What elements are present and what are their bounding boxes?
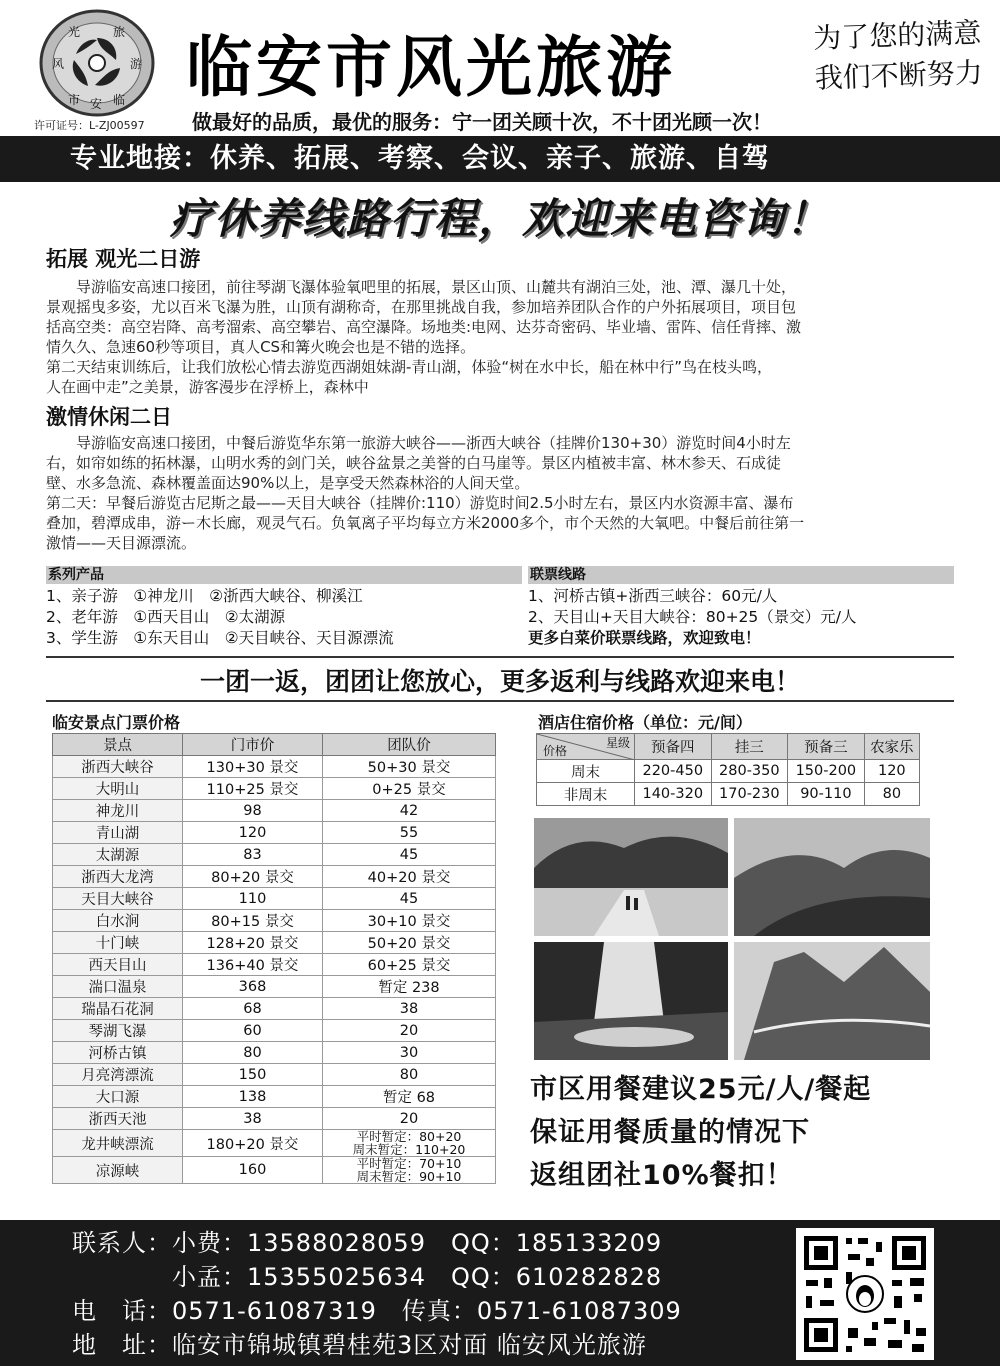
svg-text:光: 光: [68, 25, 81, 39]
column-header: 预备三: [788, 734, 865, 760]
table-cell: 280-350: [711, 760, 788, 783]
attraction-name: 浙西大龙湾: [53, 866, 183, 888]
corner-header: [537, 734, 635, 760]
tour1-description: [46, 277, 954, 397]
ticket-price-table: [52, 733, 496, 1184]
contact-row: 地 址：临安市锦城镇碧桂苑3区对面 临安风光旅游: [72, 1331, 647, 1359]
svg-text:安: 安: [90, 97, 103, 111]
text-line: 人在画中走”之美景，游客漫步在浮桥上，森林中: [46, 378, 369, 396]
retail-price: 128+20 景交: [183, 932, 323, 954]
retail-price: 136+40 景交: [183, 954, 323, 976]
table-cell: 120: [864, 760, 919, 783]
table-cell: 80: [864, 783, 919, 806]
group-price: 38: [323, 998, 496, 1020]
ticket-table-body: [53, 756, 496, 1184]
list-item: 1、河桥古镇+浙西三峡谷：60元/人: [528, 587, 778, 605]
contact-row: 联系人：小费：13588028059 QQ：185133209: [72, 1229, 663, 1257]
series-header: 系列产品: [46, 566, 522, 584]
group-price: 45: [323, 844, 496, 866]
qr-code-icon: [796, 1228, 934, 1360]
retail-price: 60: [183, 1020, 323, 1042]
rebate-slogan: 一团一返，团团让您放心，更多返利与线路欢迎来电！: [199, 667, 800, 696]
brand-title: 临安市风光旅游: [186, 29, 676, 106]
table-row: [53, 1108, 496, 1130]
svg-text:市: 市: [68, 93, 81, 107]
retail-price: 130+30 景交: [183, 756, 323, 778]
group-price: 60+25 景交: [323, 954, 496, 976]
attraction-name: 十门峡: [53, 932, 183, 954]
attraction-name: 龙井峡漂流: [53, 1130, 183, 1157]
table-row: [53, 932, 496, 954]
retail-price: 110+25 景交: [183, 778, 323, 800]
group-price: 20: [323, 1020, 496, 1042]
corner-label-top: 星级: [605, 736, 630, 750]
group-price: 45: [323, 888, 496, 910]
attraction-name: 浙西天池: [53, 1108, 183, 1130]
photo-bridge-lake: [534, 818, 728, 936]
attraction-name: 太湖源: [53, 844, 183, 866]
table-row: [53, 1130, 496, 1157]
table-cell: 非周末: [537, 783, 635, 806]
table-row: [53, 998, 496, 1020]
text-line: 情久久、急速60秒等项目，真人CS和篝火晚会也是不错的选择。: [46, 338, 476, 356]
table-cell: 170-230: [711, 783, 788, 806]
motto: 做最好的品质，最优的服务：宁一团关顾十次，不十团光顾一次！: [192, 110, 772, 134]
retail-price: 150: [183, 1064, 323, 1086]
list-item: 1、亲子游 ①神龙川 ②浙西大峡谷、柳溪江: [46, 587, 363, 605]
text-line: 激情——天目源漂流。: [46, 534, 197, 552]
photo-mountain-valley: [734, 818, 930, 936]
table-cell: 90-110: [788, 783, 865, 806]
combo-note: 更多白菜价联票线路，欢迎致电！: [528, 629, 761, 647]
group-price: 40+20 景交: [323, 866, 496, 888]
table-row: [53, 866, 496, 888]
column-header: 农家乐: [864, 734, 919, 760]
retail-price: 83: [183, 844, 323, 866]
attraction-name: 浙西大峡谷: [53, 756, 183, 778]
header: [0, 0, 1000, 136]
attraction-name: 天目大峡谷: [53, 888, 183, 910]
scenery-photos: [534, 818, 930, 1060]
group-price: 0+25 景交: [323, 778, 496, 800]
retail-price: 160: [183, 1157, 323, 1184]
group-price: 50+20 景交: [323, 932, 496, 954]
retail-price: 98: [183, 800, 323, 822]
table-row: [53, 800, 496, 822]
meal-line: 保证用餐质量的情况下: [530, 1117, 810, 1148]
ticket-table-title: 临安景点门票价格: [52, 713, 181, 732]
attraction-name: 河桥古镇: [53, 1042, 183, 1064]
corner-label-bottom: 价格: [543, 744, 568, 758]
contact-row: 小孟：15355025634 QQ：610282828: [72, 1263, 663, 1291]
column-header: 预备四: [635, 734, 712, 760]
slogan-line: 我们不断努力: [814, 56, 984, 95]
banner-headline: 疗休养线路行程，欢迎来电咨询！: [169, 194, 830, 243]
attraction-name: 琴湖飞瀑: [53, 1020, 183, 1042]
group-price: 50+30 景交: [323, 756, 496, 778]
photo-cliff-path: [734, 942, 930, 1060]
retail-price: 110: [183, 888, 323, 910]
text-line: 右，如帘如练的拓林瀑，山明水秀的剑门关，峡谷盆景之美誉的白马崖等。景区内植被丰富、林木参天、石成徒: [46, 454, 782, 472]
table-header-row: [53, 734, 496, 756]
list-item: 3、学生游 ①东天目山 ②天目峡谷、天目源漂流: [46, 629, 394, 647]
table-cell: 140-320: [635, 783, 712, 806]
retail-price: 138: [183, 1086, 323, 1108]
attraction-name: 西天目山: [53, 954, 183, 976]
contact-info: [72, 1226, 682, 1362]
hotel-price-table: [536, 733, 920, 806]
attraction-name: 青山湖: [53, 822, 183, 844]
contact-footer: [0, 1220, 1000, 1366]
group-price: 42: [323, 800, 496, 822]
meal-line: 市区用餐建议25元/人/餐起: [530, 1074, 872, 1105]
table-row: [53, 822, 496, 844]
table-row: [53, 1064, 496, 1086]
contact-row: 电 话：0571-61087319 传真：0571-61087309: [72, 1297, 682, 1325]
table-row: [53, 1157, 496, 1184]
group-price: 20: [323, 1108, 496, 1130]
attraction-name: 湍口温泉: [53, 976, 183, 998]
tour2-description: [46, 433, 954, 553]
meal-line: 返组团社10%餐扣！: [530, 1160, 794, 1191]
table-row: [53, 910, 496, 932]
text-line: 叠加，碧潭成串，游ー木长廊，观灵气石。负氧离子平均每立方米2000多个，市个天然的大氧吧。中餐后前往第一: [46, 514, 805, 532]
text-line: 第二天：早餐后游览古尼斯之最——天目大峡谷（挂牌价:110）游览时间2.5小时左右，景区内水资源丰富、瀑布: [46, 494, 794, 512]
group-price: 暂定 68: [323, 1086, 496, 1108]
company-logo: [38, 8, 156, 118]
retail-price: 120: [183, 822, 323, 844]
tour1-title: 拓展 观光二日游: [46, 247, 201, 271]
divider: [46, 700, 954, 702]
attraction-name: 大明山: [53, 778, 183, 800]
tour2-title: 激情休闲二日: [46, 405, 172, 429]
column-header: 团队价: [323, 734, 496, 756]
text-line: 导游临安高速口接团，前往琴湖飞瀑体验氧吧里的拓展，景区山顶、山麓共有湖泊三处，池、潭、瀑几十处，: [46, 278, 797, 296]
list-item: 2、天目山+天目大峡谷：80+25（景交）元/人: [528, 608, 857, 626]
attraction-name: 大口源: [53, 1086, 183, 1108]
table-row: [53, 888, 496, 910]
table-row: [537, 760, 920, 783]
text-line: 第二天结束训练后，让我们放松心情去游览西湖姐妹湖-青山湖，体验“树在水中长，船在林中行”鸟在枝头鸣，: [46, 358, 772, 376]
attraction-name: 神龙川: [53, 800, 183, 822]
retail-price: 68: [183, 998, 323, 1020]
group-price: 平时暂定：70+10 周末暂定：90+10: [323, 1157, 496, 1184]
column-header: 门市价: [183, 734, 323, 756]
group-price: 30: [323, 1042, 496, 1064]
retail-price: 80+15 景交: [183, 910, 323, 932]
column-header: 挂三: [711, 734, 788, 760]
divider: [46, 656, 954, 658]
text-line: 壁、水多急流、森林覆盖面达90%以上，是享受天然森林浴的人间天堂。: [46, 474, 530, 492]
svg-text:旅: 旅: [113, 25, 126, 39]
meal-notice: [530, 1068, 871, 1197]
table-cell: 周末: [537, 760, 635, 783]
svg-text:风: 风: [52, 57, 65, 71]
text-line: 导游临安高速口接团，中餐后游览华东第一旅游大峡谷——浙西大峡谷（挂牌价130+30）游览时间4小时左: [46, 434, 791, 452]
license-number: 许可证号：L-ZJ00597: [34, 119, 145, 132]
table-row: [53, 756, 496, 778]
hotel-table-title: 酒店住宿价格（单位：元/间）: [538, 713, 752, 732]
logo-emblem-icon: [38, 8, 156, 118]
table-header-row: [537, 734, 920, 760]
list-item: 2、老年游 ①西天目山 ②太湖源: [46, 608, 286, 626]
retail-price: 368: [183, 976, 323, 998]
combo-header: 联票线路: [528, 566, 954, 584]
table-cell: 150-200: [788, 760, 865, 783]
table-row: [53, 954, 496, 976]
attraction-name: 凉源峡: [53, 1157, 183, 1184]
svg-text:临: 临: [113, 93, 126, 107]
table-row: [53, 976, 496, 998]
retail-price: 180+20 景交: [183, 1130, 323, 1157]
group-price: 暂定 238: [323, 976, 496, 998]
text-line: 括高空类：高空岩降、高考溜索、高空攀岩、高空瀑降。场地类:电网、达芬奇密码、毕业墙、雷阵、信任背摔、激: [46, 318, 802, 336]
photo-waterfall: [534, 942, 728, 1060]
column-header: 景点: [53, 734, 183, 756]
retail-price: 80+20 景交: [183, 866, 323, 888]
attraction-name: 月亮湾漂流: [53, 1064, 183, 1086]
table-row: [53, 778, 496, 800]
group-price: 平时暂定：80+20 周末暂定：110+20: [323, 1130, 496, 1157]
services-band: 专业地接：休养、拓展、考察、会议、亲子、旅游、自驾: [0, 136, 1000, 182]
table-cell: 220-450: [635, 760, 712, 783]
table-row: [53, 1020, 496, 1042]
table-row: [53, 844, 496, 866]
attraction-name: 白水涧: [53, 910, 183, 932]
group-price: 55: [323, 822, 496, 844]
retail-price: 80: [183, 1042, 323, 1064]
table-row: [53, 1042, 496, 1064]
group-price: 80: [323, 1064, 496, 1086]
attraction-name: 瑞晶石花洞: [53, 998, 183, 1020]
slogan: [813, 13, 984, 99]
svg-text:游: 游: [130, 57, 143, 71]
retail-price: 38: [183, 1108, 323, 1130]
series-list: [46, 586, 394, 649]
group-price: 30+10 景交: [323, 910, 496, 932]
table-row: [53, 1086, 496, 1108]
slogan-line: 为了您的满意: [812, 16, 982, 55]
text-line: 景观摇曳多姿，尤以百米飞瀑为胜，山顶有湖称奇，在那里挑战自我，参加培养团队合作的户外拓展项目，项目包: [46, 298, 797, 316]
table-row: [537, 783, 920, 806]
combo-list: [528, 586, 857, 649]
